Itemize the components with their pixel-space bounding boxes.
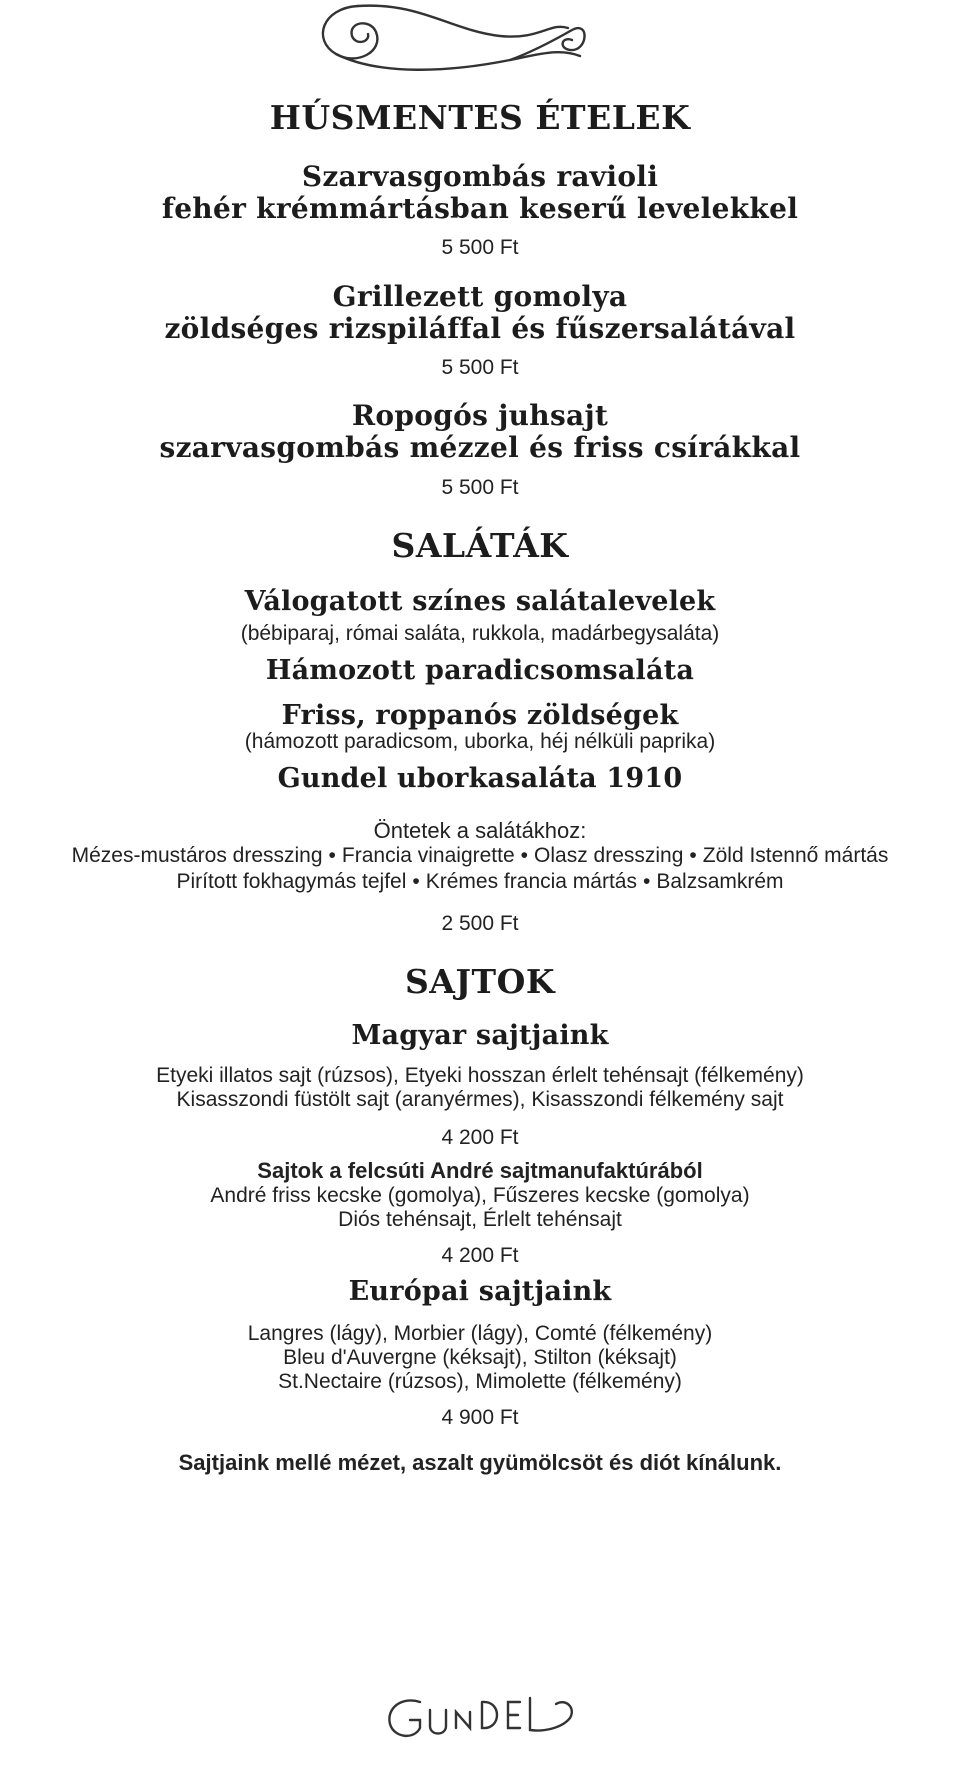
dressings-line-1 xyxy=(0,844,960,868)
dish-price: 5 500 Ft xyxy=(441,356,519,379)
cheese-line: Etyeki illatos sajt (rúzsos), Etyeki hosszan érlelt tehénsajt (félkemény) xyxy=(156,1064,804,1087)
section-title-salatak: SALÁTÁK xyxy=(391,526,569,565)
section-title-husmentes: HÚSMENTES ÉTELEK xyxy=(269,98,691,137)
section-title-sajtok: SAJTOK xyxy=(404,962,556,1001)
dish-price: 5 500 Ft xyxy=(441,476,519,499)
cheese-line: Kisasszondi füstölt sajt (aranyérmes), Kisasszondi félkemény sajt xyxy=(176,1088,784,1111)
cheese-line: Langres (lágy), Morbier (lágy), Comté (félkemény) xyxy=(247,1322,713,1345)
gundel-logo-icon xyxy=(380,1688,580,1750)
dressing-item: Zöld Istennő mártás xyxy=(702,844,889,867)
dish-desc: szarvasgombás mézzel és friss csírákkal xyxy=(159,431,801,464)
cheese-price: 4 200 Ft xyxy=(441,1244,519,1267)
cheese-price: 4 900 Ft xyxy=(441,1406,519,1429)
bullet-separator: • xyxy=(642,870,651,893)
salad-desc: (hámozott paradicsom, uborka, héj nélküli paprika) xyxy=(244,730,716,753)
bullet-separator: • xyxy=(328,844,336,867)
bullet-separator: • xyxy=(689,844,697,867)
dish-desc: zöldséges rizspiláffal és fűszersalátával xyxy=(164,312,796,345)
cheese-footer-note: Sajtjaink mellé mézet, aszalt gyümölcsöt és diót kínálunk. xyxy=(178,1450,782,1475)
bullet-separator: • xyxy=(412,870,420,893)
dish-price: 5 500 Ft xyxy=(441,236,519,259)
cheese-price: 4 200 Ft xyxy=(441,1126,519,1149)
dressing-item: Francia vinaigrette xyxy=(341,844,515,867)
salad-desc: (bébiparaj, római saláta, rukkola, madárbegysaláta) xyxy=(240,622,720,645)
dish-name: Ropogós juhsajt xyxy=(351,399,609,432)
salad-name: Gundel uborkasaláta 1910 xyxy=(277,763,683,794)
salad-price: 2 500 Ft xyxy=(441,912,519,935)
cheese-group-name: Európai sajtjaink xyxy=(348,1276,612,1307)
salad-name: Hámozott paradicsomsaláta xyxy=(265,655,695,686)
cheese-line: Diós tehénsajt, Érlelt tehénsajt xyxy=(338,1208,622,1231)
cheese-group-name: Sajtok a felcsúti André sajtmanufaktúrából xyxy=(257,1158,703,1183)
cheese-line: St.Nectaire (rúzsos), Mimolette (félkemény) xyxy=(278,1370,682,1393)
salad-name: Friss, roppanós zöldségek xyxy=(281,700,679,731)
dressing-item: Pirított fokhagymás tejfel xyxy=(176,870,407,893)
dressings-title: Öntetek a salátákhoz: xyxy=(373,818,587,843)
dish-name: Szarvasgombás ravioli xyxy=(301,160,659,193)
dressings-line-2 xyxy=(0,870,960,894)
cheese-line: André friss kecske (gomolya), Fűszeres kecske (gomolya) xyxy=(210,1184,750,1207)
dressing-item: Olasz dresszing xyxy=(534,844,684,867)
swirl-ornament-icon xyxy=(300,0,640,80)
cheese-group-name: Magyar sajtjaink xyxy=(351,1020,609,1051)
dish-desc: fehér krémmártásban keserű levelekkel xyxy=(161,192,799,225)
dressing-item: Krémes francia mártás xyxy=(425,870,637,893)
cheese-line: Bleu d'Auvergne (kéksajt), Stilton (kéksajt) xyxy=(283,1346,677,1369)
dressing-item: Mézes-mustáros dresszing xyxy=(71,844,323,867)
dish-name: Grillezett gomolya xyxy=(332,280,628,313)
salad-name: Válogatott színes salátalevelek xyxy=(244,586,716,617)
bullet-separator: • xyxy=(520,844,529,867)
dressing-item: Balzsamkrém xyxy=(656,870,784,893)
